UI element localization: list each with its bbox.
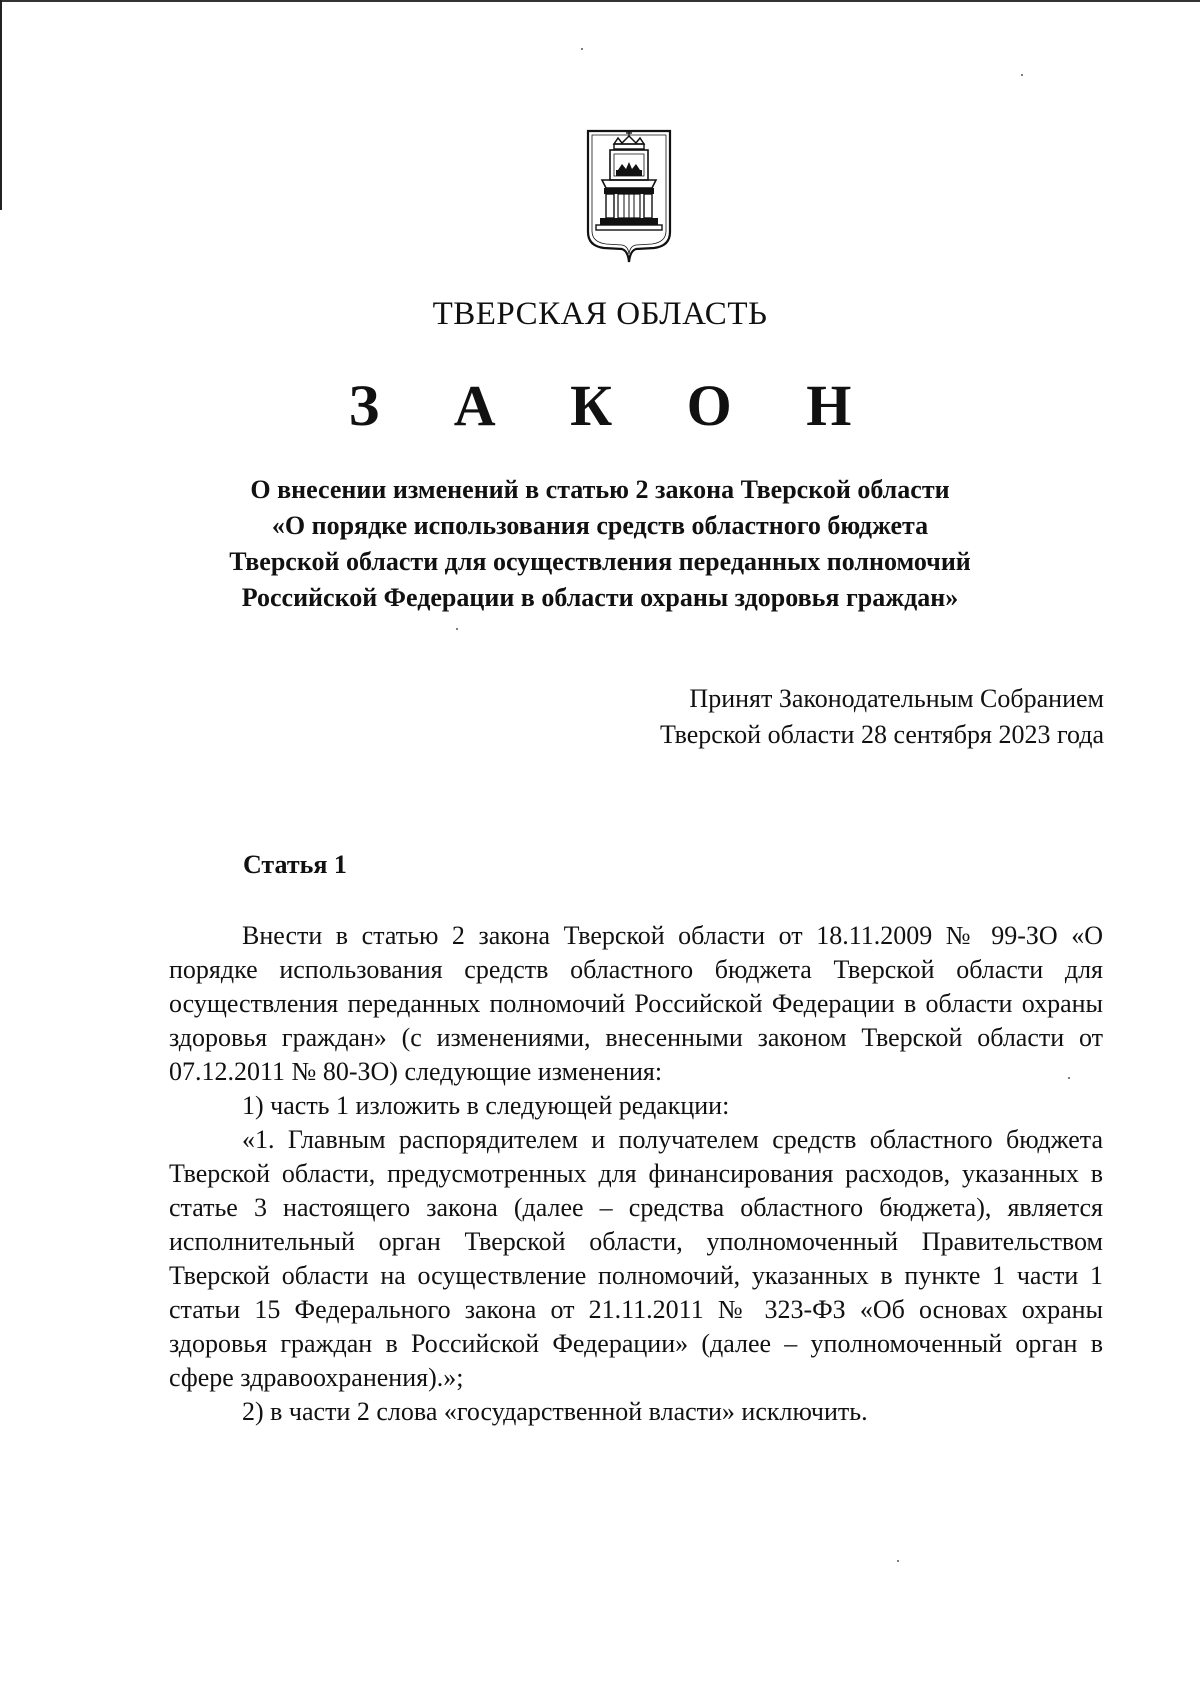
- article-paragraph: 2) в части 2 слова «государственной власти» исключить.: [242, 1397, 868, 1426]
- scan-speckle: [897, 1560, 899, 1562]
- scan-speckle: [1068, 1077, 1070, 1079]
- scan-speckle: [1021, 74, 1023, 76]
- scan-edge-top: [0, 0, 1200, 2]
- scan-edge-left: [0, 0, 2, 210]
- scan-speckle: [456, 628, 458, 630]
- article-paragraph: «1. Главным распорядителем и получателем средств областного бюджета Тверской области, предусмотренных для финансирования расходов, указанных в статье 3 настоящего закона (далее – средства областного бюджета), является исполнительный орган Тверской области, уполномоченный Правительством Тверской области на осуществление полномочий, указанных в пункте 1 части 1 статьи 15 Федерального закона от 21.11.2011 № 323-ФЗ «Об основах охраны здоровья граждан в Российской Федерации» (далее – уполномоченный орган в сфере здравоохранения).»;: [169, 1125, 1103, 1392]
- adoption-note: [660, 681, 1104, 753]
- tver-coat-of-arms-icon: [584, 128, 674, 264]
- scan-speckle: [581, 48, 583, 50]
- adoption-line: Принят Законодательным Собранием: [689, 684, 1104, 713]
- subject-line: «О порядке использования средств областного бюджета: [271, 511, 929, 540]
- subject-line: О внесении изменений в статью 2 закона Тверской области: [250, 475, 950, 504]
- article-body: [169, 919, 1103, 1429]
- region-name: ТВЕРСКАЯ ОБЛАСТЬ: [432, 296, 768, 332]
- subject-line: Тверской области для осуществления переданных полномочий: [229, 547, 971, 576]
- law-subject: [150, 472, 1050, 616]
- subject-line: Российской Федерации в области охраны здоровья граждан»: [241, 583, 959, 612]
- adoption-line: Тверской области 28 сентября 2023 года: [660, 720, 1104, 749]
- document-type-title: З А К О Н: [348, 373, 882, 438]
- article-paragraph: 1) часть 1 изложить в следующей редакции:: [242, 1091, 730, 1120]
- article-paragraph: Внести в статью 2 закона Тверской области от 18.11.2009 № 99-ЗО «О порядке использования средств областного бюджета Тверской области для осуществления переданных полномочий Российской Федерации в области охраны здоровья граждан» (с изменениями, внесенными законом Тверской области от 07.12.2011 № 80-ЗО) следующие изменения:: [169, 921, 1103, 1086]
- article-heading: Статья 1: [243, 850, 347, 879]
